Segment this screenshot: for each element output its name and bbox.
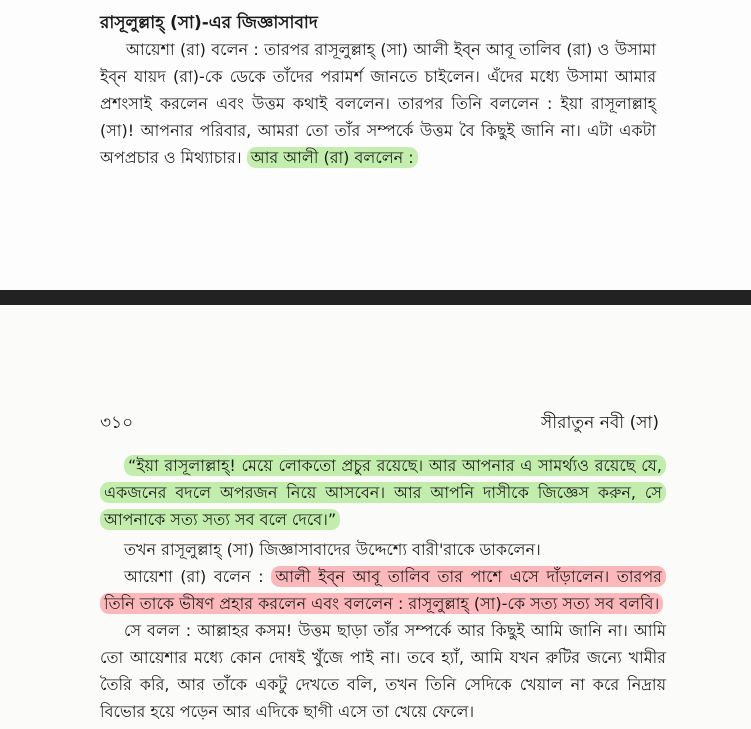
aisha-narration-lead: আয়েশা (রা) বলেন :: [124, 567, 264, 586]
ali-quote-paragraph: [100, 452, 666, 533]
oath-paragraph: সে বলল : আল্লাহর কসম! উত্তম ছাড়া তাঁর সম্পর্কে আর কিছুই আমি জানি না। আমি তো আয়েশার মধ্যে কোন দোষই খুঁজে পাই না। তবে হ্যাঁ, আমি যখন রুটির জন্যে খামীর তৈরি করি, আর তাঁকে একটু দেখতে বলি, তখন তিনি সেদিকে খেয়াল না করে নিদ্রায় বিভোর হয়ে পড়েন আর এদিকে ছাগী এসে তা খেয়ে ফেলে।: [100, 621, 666, 721]
green-highlight-ali-said: আর আলী (রা) বললেন :: [247, 147, 418, 168]
top-page-scan: [0, 0, 751, 290]
bottom-page-scan: [0, 305, 751, 729]
aisha-narration-paragraph: [100, 563, 666, 617]
summon-paragraph: তখন রাসূলুল্লাহ্‌ (সা) জিজ্ঞাসাবাদের উদ্দেশ্যে বারী'রাকে ডাকলেন।: [124, 540, 541, 559]
consultation-paragraph: [100, 36, 656, 171]
page-divider: [0, 290, 751, 305]
green-highlight-ali-quote: “ইয়া রাসূলাল্লাহ্‌! মেয়ে লোকতো প্রচুর রয়েছে। আর আপনার এ সামর্থ্যও রয়েছে যে, একজনের বদলে অপরজন নিয়ে আসবেন। আর আপনি দাসীকে জিজ্ঞেস করুন, সে আপনাকে সত্য সত্য সব বলে দেবে।”: [100, 455, 666, 530]
running-head: সীরাতুন নবী (সা): [541, 413, 659, 433]
consultation-text: আয়েশা (রা) বলেন : তারপর রাসূলুল্লাহ্‌ (সা) আলী ইব্‌ন আবূ তালিব (রা) ও উসামা ইব্‌ন যায়দ (রা)-কে ডেকে তাঁদের পরামর্শ জানতে চাইলেন। এঁদের মধ্যে উসামা আমার প্রশংসাই করলেন এবং উত্তম কথাই বললেন। তারপর তিনি বললেন : ইয়া রাসূলাল্লাহ্‌ (সা)! আপনার পরিবার, আমরা তো তাঁর সম্পর্কে উত্তম বৈ কিছুই জানি না। এটা একটা অপপ্রচার ও মিথ্যাচার।: [100, 40, 656, 167]
red-highlight-beating: আলী ইব্‌ন আবূ তালিব তার পাশে এসে দাঁড়ালেন। তারপর তিনি তাকে ভীষণ প্রহার করলেন এবং বললেন : রাসূলুল্লাহ্‌ (সা)-কে সত্য সত্য সব বলবি।: [100, 566, 666, 614]
section-heading: রাসূলুল্লাহ্‌ (সা)-এর জিজ্ঞাসাবাদ: [100, 13, 318, 33]
page-number: ৩১০: [100, 413, 134, 433]
